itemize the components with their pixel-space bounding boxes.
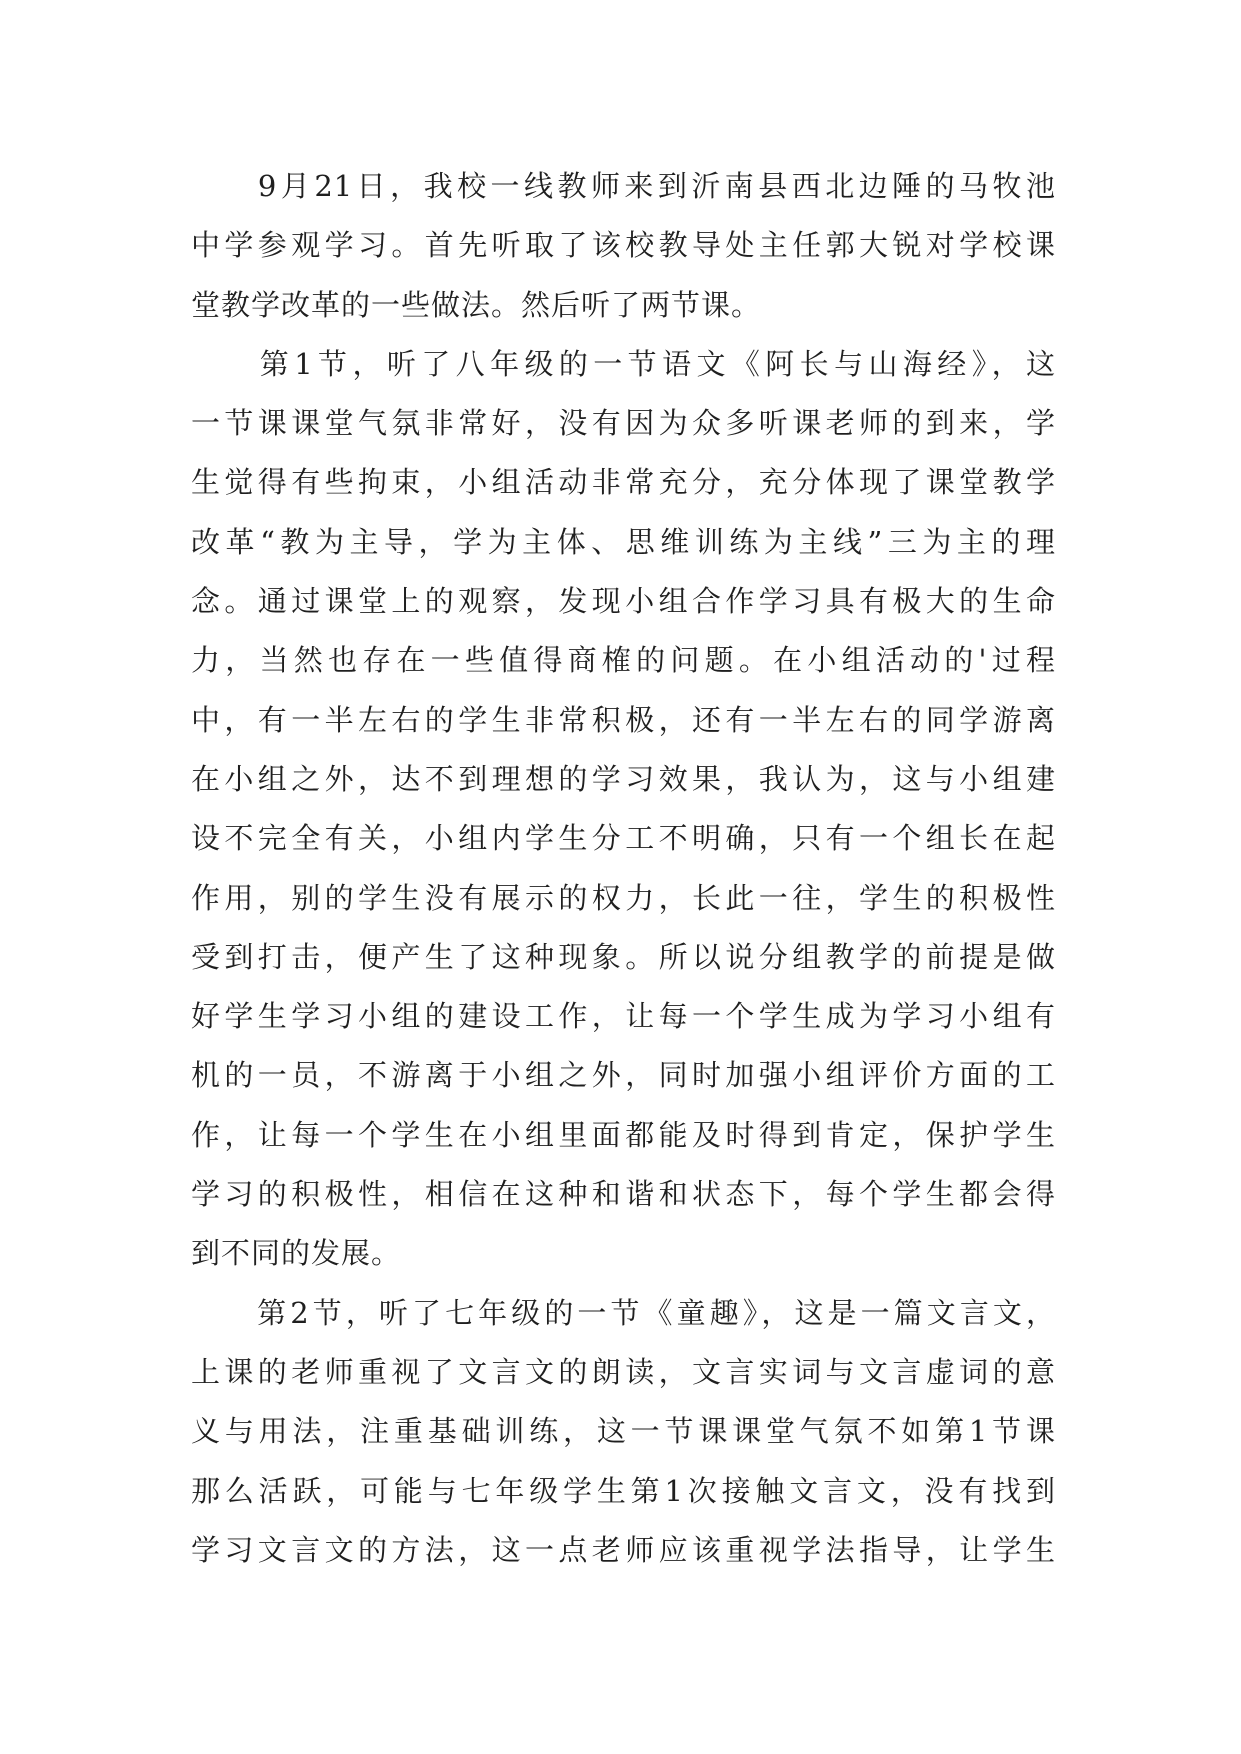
text-line: 在小组之外，达不到理想的学习效果，我认为，这与小组建	[191, 761, 1056, 796]
text-line: 作，让每一个学生在小组里面都能及时得到肯定，保护学生	[191, 1117, 1056, 1152]
text-line: 到不同的发展。	[191, 1236, 402, 1271]
paragraph	[191, 1284, 1056, 1580]
text-line: 学习文言文的方法，这一点老师应该重视学法指导，让学生	[191, 1532, 1056, 1567]
paragraph	[191, 157, 1056, 335]
text-line: 生觉得有些拘束，小组活动非常充分，充分体现了课堂教学	[191, 465, 1056, 500]
text-line: 9月21日，我校一线教师来到沂南县西北边陲的马牧池	[191, 169, 1056, 203]
text-line: 学习的积极性，相信在这种和谐和状态下，每个学生都会得	[191, 1177, 1056, 1212]
text-line: 那么活跃，可能与七年级学生第1次接触文言文，没有找到	[191, 1473, 1056, 1508]
text-line: 义与用法，注重基础训练，这一节课课堂气氛不如第1节课	[191, 1414, 1056, 1449]
text-line: 第2节，听了七年级的一节《童趣》，这是一篇文言文，	[191, 1295, 1056, 1330]
text-line: 机的一员，不游离于小组之外，同时加强小组评价方面的工	[191, 1058, 1056, 1093]
text-line: 上课的老师重视了文言文的朗读，文言实词与文言虚词的意	[191, 1354, 1056, 1389]
text-line: 中学参观学习。首先听取了该校教导处主任郭大锐对学校课	[191, 228, 1056, 263]
text-line: 念。通过课堂上的观察，发现小组合作学习具有极大的生命	[191, 584, 1056, 619]
text-line: 堂教学改革的一些做法。然后听了两节课。	[191, 287, 762, 322]
text-line: 力，当然也存在一些值得商榷的问题。在小组活动的'过程	[191, 643, 1056, 678]
text-line: 受到打击，便产生了这种现象。所以说分组教学的前提是做	[191, 939, 1056, 974]
text-line: 作用，别的学生没有展示的权力，长此一往，学生的积极性	[191, 880, 1056, 915]
text-line: 第1节，听了八年级的一节语文《阿长与山海经》，这	[191, 346, 1056, 381]
text-line: 设不完全有关，小组内学生分工不明确，只有一个组长在起	[191, 821, 1056, 856]
paragraph	[191, 335, 1056, 1284]
text-line: 中，有一半左右的学生非常积极，还有一半左右的同学游离	[191, 702, 1056, 737]
text-line: 一节课课堂气氛非常好，没有因为众多听课老师的到来，学	[191, 406, 1056, 441]
text-line: 好学生学习小组的建设工作，让每一个学生成为学习小组有	[191, 999, 1056, 1034]
body-text	[191, 157, 1056, 1580]
text-line: 改革“教为主导，学为主体、思维训练为主线”三为主的理	[191, 524, 1056, 559]
